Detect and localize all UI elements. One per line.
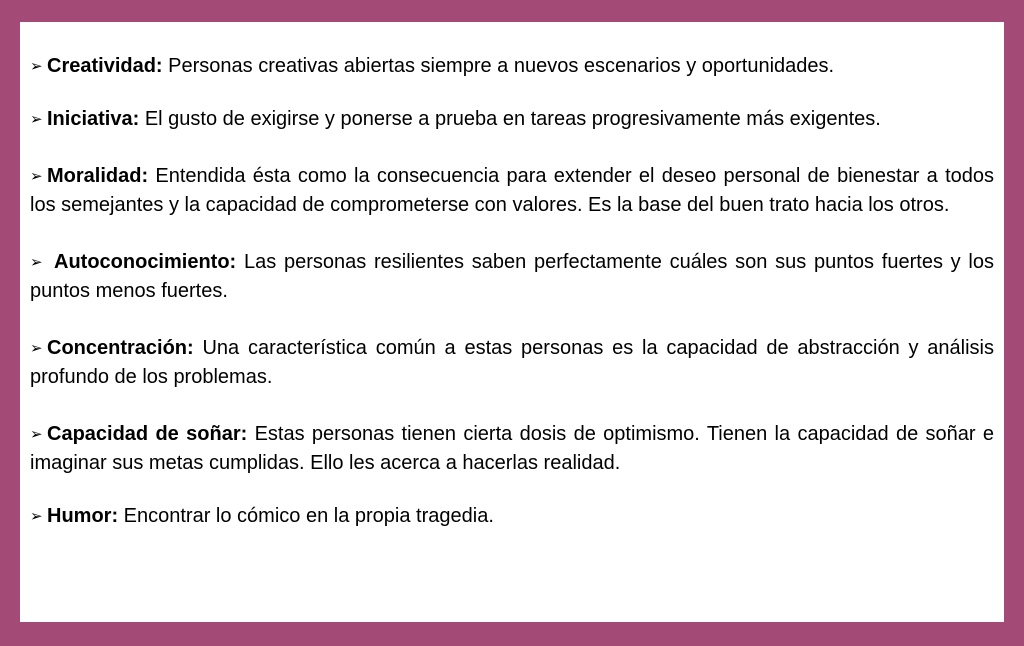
item-term: Iniciativa: (47, 108, 140, 130)
arrow-bullet-icon: ➢ (30, 426, 43, 443)
item-text: Una característica común a estas personas es la capacidad de abstracción y análisis profundo de los problemas. (30, 337, 994, 388)
item-term: Humor: (47, 505, 119, 527)
slide-content (20, 22, 1004, 622)
list-item-iniciativa (30, 105, 994, 134)
item-term: Concentración: (47, 337, 194, 359)
list-item-autoconocimiento (30, 248, 994, 306)
list-item-concentracion (30, 334, 994, 392)
list-item-humor (30, 502, 994, 531)
item-term: Creatividad: (47, 55, 163, 77)
item-text: El gusto de exigirse y ponerse a prueba en tareas progresivamente más exigentes. (139, 108, 881, 130)
list-item-capacidad-de-sonar (30, 420, 994, 478)
item-term: Moralidad: (47, 165, 149, 187)
item-term: Capacidad de soñar: (47, 423, 248, 445)
item-text: Entendida ésta como la consecuencia para extender el deseo personal de bienestar a todos los semejantes y la capacidad de comprometerse con valores. Es la base del buen trato hacia los otros. (30, 165, 994, 216)
item-text: Encontrar lo cómico en la propia tragedia. (118, 505, 494, 527)
arrow-bullet-icon: ➢ (30, 340, 43, 357)
list-item-moralidad (30, 162, 994, 220)
item-term: Autoconocimiento: (47, 251, 237, 273)
arrow-bullet-icon: ➢ (30, 508, 43, 525)
arrow-bullet-icon: ➢ (30, 111, 43, 128)
arrow-bullet-icon: ➢ (30, 58, 43, 75)
item-text: Estas personas tienen cierta dosis de optimismo. Tienen la capacidad de soñar e imaginar sus metas cumplidas. Ello les acerca a hacerlas realidad. (30, 423, 995, 474)
arrow-bullet-icon: ➢ (30, 168, 43, 185)
item-text: Las personas resilientes saben perfectamente cuáles son sus puntos fuertes y los puntos menos fuertes. (30, 251, 994, 302)
item-text: Personas creativas abiertas siempre a nuevos escenarios y oportunidades. (162, 55, 835, 77)
arrow-bullet-icon: ➢ (30, 254, 43, 271)
list-item-creatividad (30, 52, 994, 81)
